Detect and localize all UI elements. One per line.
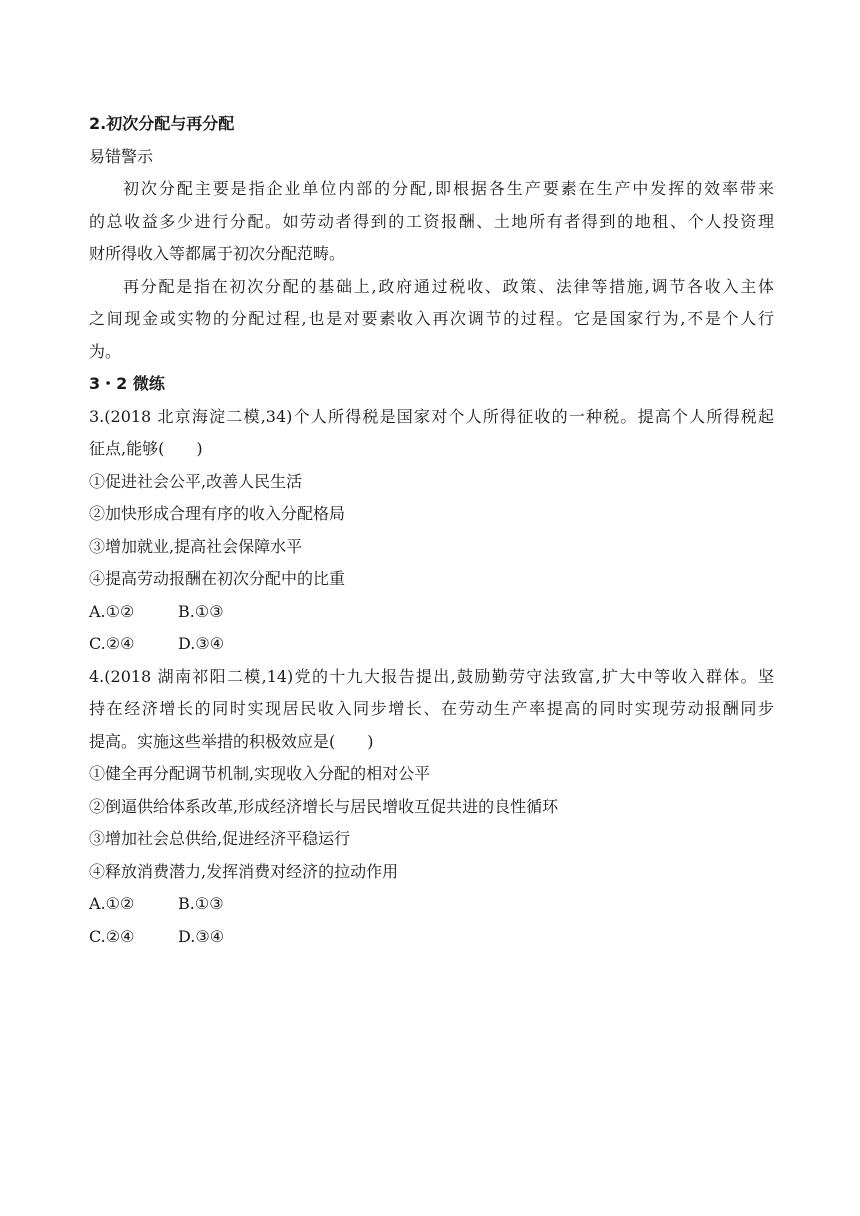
answer-options-row	[89, 596, 774, 629]
paragraph-line: 的总收益多少进行分配。如劳动者得到的工资报酬、土地所有者得到的地租、个人投资理	[89, 211, 774, 231]
question-item: ①健全再分配调节机制,实现收入分配的相对公平	[89, 764, 431, 783]
section-subheading: 易错警示	[89, 146, 154, 166]
practice-heading: 3・2 微练	[89, 374, 165, 393]
answer-options-row	[89, 888, 774, 921]
option-c: C.②④	[89, 634, 135, 653]
paragraph-line: 再分配是指在初次分配的基础上,政府通过税收、政策、法律等措施,调节各收入主体	[123, 276, 774, 296]
option-d: D.③④	[178, 634, 225, 653]
option-a: A.①②	[89, 601, 135, 621]
question-item: ④释放消费潜力,发挥消费对经济的拉动作用	[89, 861, 399, 881]
question-stem-line: 3.(2018 北京海淀二模,34)个人所得税是国家对个人所得征收的一种税。提高个人所得税起	[89, 406, 774, 426]
paragraph-line: 之间现金或实物的分配过程,也是对要素收入再次调节的过程。它是国家行为,不是个人行	[89, 309, 774, 328]
paragraph-redistribution	[89, 271, 774, 369]
question-stem-line: 提高。实施这些举措的积极效应是( )	[89, 731, 374, 751]
question-3	[89, 401, 774, 661]
question-stem-line: 持在经济增长的同时实现居民收入同步增长、在劳动生产率提高的同时实现劳动报酬同步	[89, 699, 774, 718]
question-item: ①促进社会公平,改善人民生活	[89, 471, 303, 491]
paragraph-line: 为。	[89, 341, 122, 361]
question-item: ②加快形成合理有序的收入分配格局	[89, 504, 346, 523]
option-c: C.②④	[89, 926, 135, 946]
paragraph-line: 初次分配主要是指企业单位内部的分配,即根据各生产要素在生产中发挥的效率带来	[123, 179, 774, 198]
paragraph-initial-distribution	[89, 173, 774, 271]
option-a: A.①②	[89, 894, 135, 913]
section-heading: 2.初次分配与再分配	[89, 114, 235, 133]
question-item: ③增加就业,提高社会保障水平	[89, 536, 303, 556]
document-content	[89, 108, 774, 953]
option-d: D.③④	[178, 926, 225, 946]
question-stem-line: 4.(2018 湖南祁阳二模,14)党的十九大报告提出,鼓励勤劳守法致富,扩大中等收入群体。坚	[89, 666, 774, 686]
option-b: B.①③	[178, 894, 224, 913]
question-item: ②倒逼供给体系改革,形成经济增长与居民增收互促共进的良性循环	[89, 796, 559, 816]
question-4	[89, 661, 774, 954]
paragraph-line: 财所得收入等都属于初次分配范畴。	[89, 244, 346, 263]
question-stem-line: 征点,能够( )	[89, 439, 203, 458]
question-item: ③增加社会总供给,促进经济平稳运行	[89, 829, 351, 848]
answer-options-row	[89, 921, 774, 954]
option-b: B.①③	[178, 601, 224, 621]
question-item: ④提高劳动报酬在初次分配中的比重	[89, 569, 346, 588]
answer-options-row	[89, 628, 774, 661]
